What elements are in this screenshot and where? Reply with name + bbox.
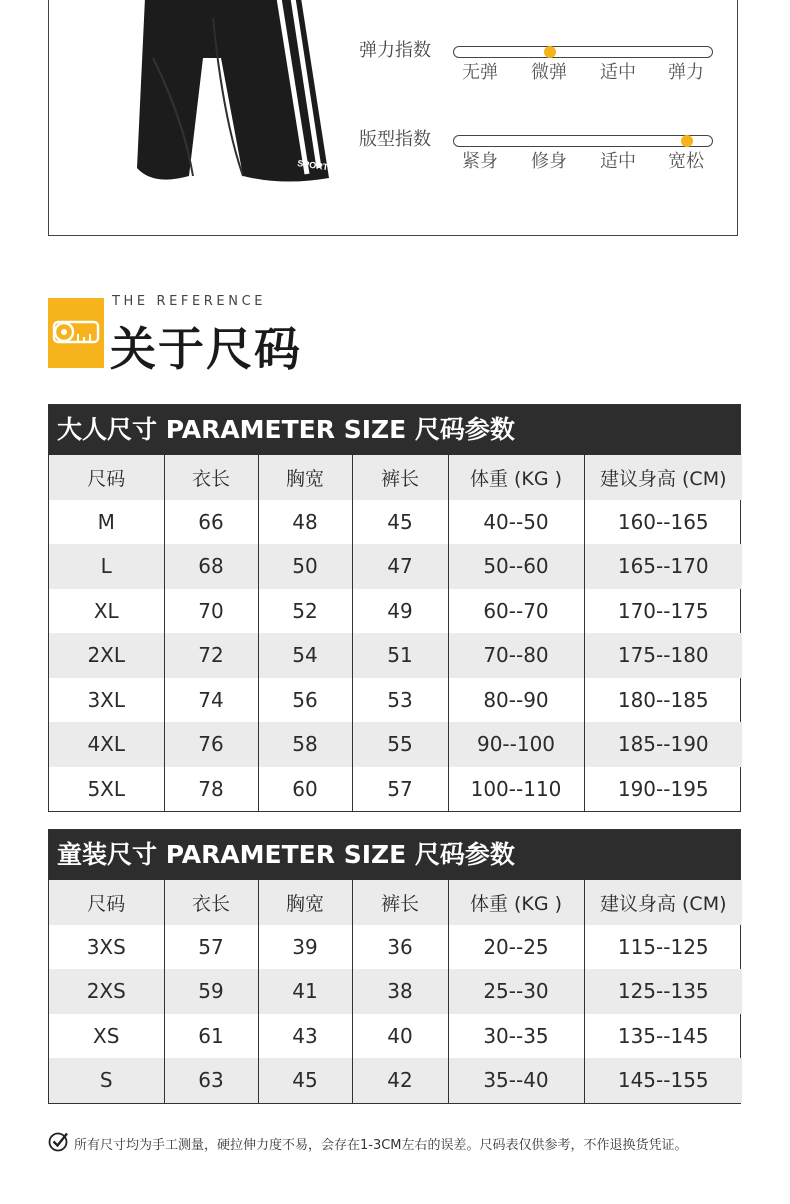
size-cell: XS	[93, 1023, 120, 1048]
table-cell: 125--135	[584, 969, 742, 1014]
adult-table-title: 大人尺寸 PARAMETER SIZE 尺码参数	[49, 405, 740, 455]
table-cell: 49	[352, 589, 448, 634]
fit-index	[359, 125, 719, 185]
size-cell: 2XL	[49, 633, 164, 678]
kids-size-table	[48, 829, 741, 1104]
table-cell: 39	[258, 925, 352, 970]
scale-option: 紧身	[462, 151, 498, 172]
heading-title: 关于尺码	[110, 322, 302, 376]
size-cell: 3XS	[86, 934, 126, 959]
size-cell: L	[49, 544, 164, 589]
table-cell: 41	[258, 969, 352, 1014]
column-header: 衣长	[164, 880, 258, 925]
table-cell: 35--40	[448, 1058, 584, 1103]
elasticity-index	[359, 36, 719, 96]
table-cell: 165--170	[584, 544, 742, 589]
table-cell: 42	[352, 1058, 448, 1103]
table-cell: 56	[258, 678, 352, 723]
size-cell: XL	[93, 598, 119, 623]
table-cell: 50--60	[448, 544, 584, 589]
shorts-logo: SPORT	[296, 158, 329, 173]
column-header: 建议身高 (CM)	[584, 880, 742, 925]
table-cell: 58	[258, 722, 352, 767]
elasticity-dot	[544, 46, 556, 58]
table-cell: 190--195	[584, 767, 742, 812]
scale-option: 无弹	[462, 62, 498, 83]
table-cell: 30--35	[448, 1014, 584, 1059]
table-cell: 43	[258, 1014, 352, 1059]
table-row	[49, 722, 742, 767]
table-row	[49, 767, 742, 812]
adult-table-body	[49, 500, 742, 812]
footnote-text: 所有尺寸均为手工测量，硬拉伸力度不易，会存在1-3CM左右的误差。尺码表仅供参考，不作退换货凭证。	[74, 1138, 688, 1153]
table-cell: 48	[258, 500, 352, 545]
table-cell: 57	[164, 925, 258, 970]
table-cell: 76	[164, 722, 258, 767]
column-header: 裤长	[352, 880, 448, 925]
tape-measure-icon	[48, 298, 104, 368]
table-row	[49, 925, 742, 970]
scale-option: 修身	[531, 151, 567, 172]
table-cell: 70	[164, 589, 258, 634]
table-cell: 160--165	[584, 500, 742, 545]
column-header: 体重 (KG )	[448, 455, 584, 500]
table-cell: 145--155	[584, 1058, 742, 1103]
table-cell: 70--80	[448, 633, 584, 678]
table-cell: 66	[164, 500, 258, 545]
table-cell: 25--30	[448, 969, 584, 1014]
table-cell: 135--145	[584, 1014, 742, 1059]
table-cell: 50	[258, 544, 352, 589]
table-cell: 63	[164, 1058, 258, 1103]
table-cell: 115--125	[584, 925, 742, 970]
table-head-row	[49, 455, 742, 500]
column-header: 尺码	[49, 455, 164, 500]
column-header: 建议身高 (CM)	[584, 455, 742, 500]
table-cell: 61	[164, 1014, 258, 1059]
table-cell: 54	[258, 633, 352, 678]
fit-dot	[681, 135, 693, 147]
table-cell: 40--50	[448, 500, 584, 545]
table-cell: 20--25	[448, 925, 584, 970]
scale-option: 适中	[600, 151, 636, 172]
size-cell: 2XS	[49, 969, 164, 1014]
table-cell: 170--175	[584, 589, 742, 634]
column-header: 尺码	[49, 880, 164, 925]
fit-label: 版型指数	[359, 129, 431, 150]
column-header: 裤长	[352, 455, 448, 500]
size-cell: 5XL	[87, 776, 126, 801]
table-cell: 57	[352, 767, 448, 812]
product-card	[48, 0, 738, 236]
size-cell: 3XL	[87, 687, 126, 712]
table-cell: 47	[352, 544, 448, 589]
table-cell: 68	[164, 544, 258, 589]
table-row	[49, 1014, 742, 1059]
table-cell: 45	[352, 500, 448, 545]
elasticity-track	[453, 46, 713, 58]
scale-option: 弹力	[668, 62, 704, 83]
column-header: 胸宽	[258, 455, 352, 500]
table-cell: 36	[352, 925, 448, 970]
table-row	[49, 589, 742, 634]
table-cell: 38	[352, 969, 448, 1014]
table-row	[49, 678, 742, 723]
table-cell: 60--70	[448, 589, 584, 634]
heading-subtitle: THE REFERENCE	[112, 294, 267, 309]
kids-table-title: 童装尺寸 PARAMETER SIZE 尺码参数	[49, 830, 740, 880]
table-cell: 74	[164, 678, 258, 723]
table-cell: 60	[258, 767, 352, 812]
table-head-row	[49, 880, 742, 925]
kids-table-grid	[49, 880, 742, 1103]
table-cell: 53	[352, 678, 448, 723]
column-header: 衣长	[164, 455, 258, 500]
size-cell: M	[97, 509, 115, 534]
table-row	[49, 969, 742, 1014]
column-header: 体重 (KG )	[448, 880, 584, 925]
table-cell: 90--100	[448, 722, 584, 767]
scale-option: 微弹	[531, 62, 567, 83]
size-cell: S	[49, 1058, 164, 1103]
kids-table-body	[49, 925, 742, 1103]
elasticity-label: 弹力指数	[359, 40, 431, 61]
table-row	[49, 544, 742, 589]
fit-track	[453, 135, 713, 147]
table-cell: 78	[164, 767, 258, 812]
check-circle-icon	[48, 1130, 70, 1152]
table-cell: 45	[258, 1058, 352, 1103]
table-cell: 80--90	[448, 678, 584, 723]
scale-option: 适中	[600, 62, 636, 83]
shorts-image	[93, 0, 333, 188]
table-cell: 59	[164, 969, 258, 1014]
column-header: 胸宽	[258, 880, 352, 925]
table-cell: 52	[258, 589, 352, 634]
table-cell: 185--190	[584, 722, 742, 767]
table-cell: 180--185	[584, 678, 742, 723]
table-cell: 51	[352, 633, 448, 678]
size-cell: 4XL	[49, 722, 164, 767]
table-row	[49, 633, 742, 678]
table-cell: 40	[352, 1014, 448, 1059]
table-cell: 72	[164, 633, 258, 678]
table-cell: 175--180	[584, 633, 742, 678]
scale-option: 宽松	[668, 151, 704, 172]
table-cell: 55	[352, 722, 448, 767]
table-row	[49, 1058, 742, 1103]
table-row	[49, 500, 742, 545]
adult-size-table	[48, 404, 741, 812]
table-cell: 100--110	[448, 767, 584, 812]
adult-table-grid	[49, 455, 742, 811]
